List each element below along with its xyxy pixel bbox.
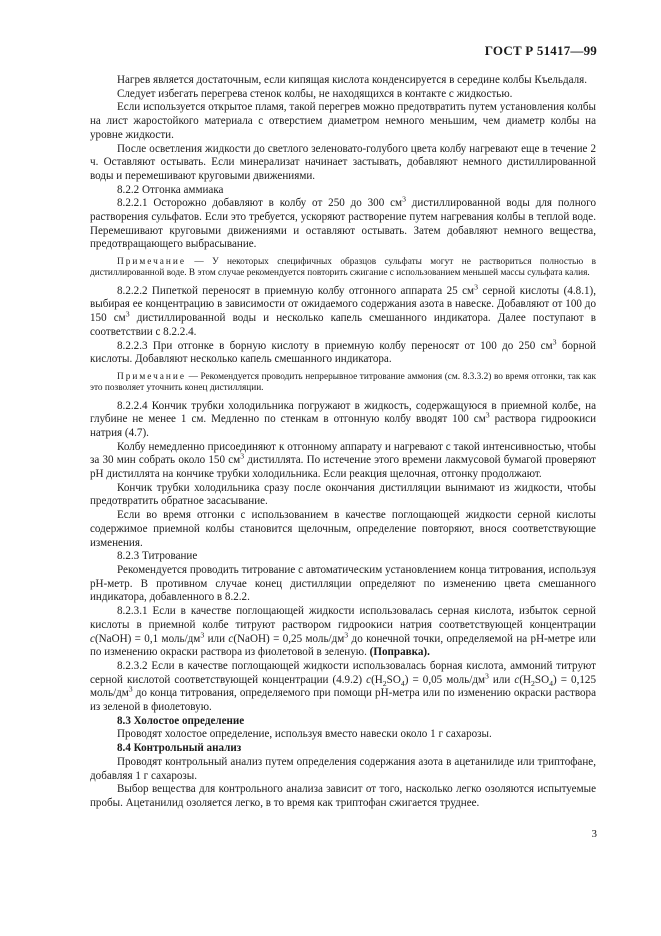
amendment-mark: (Поправка). bbox=[369, 646, 430, 659]
paragraph-8-2-3-2: 8.2.3.2 Если в качестве поглощающей жидкости использовалась борная кислота, аммоний титруют серной кислотой соответствующей концентрации (4.9.2) $c(H_2SO_4) = 0,05$ моль/$дм^3$ или $c(H_2SO_4) = 0,125$ моль/$дм^3$ до конца титрования, определяемого при помощи pH-метра или по изменению окраски раствора из зеленой в фиолетовую. bbox=[90, 659, 596, 714]
standard-header: ГОСТ Р 51417—99 bbox=[484, 43, 597, 58]
paragraph: Проводят контрольный анализ путем определения содержания азота в ацетанилиде или триптофане, добавляя 1 г сахарозы. bbox=[90, 755, 596, 782]
paragraph: Следует избегать перегрева стенок колбы, не находящихся в контакте с жидкостью. bbox=[117, 87, 513, 100]
paragraph: Если во время отгонки с использованием в качестве поглощающей жидкости серной кислоты содержимое приемной колбы становится щелочным, определение повторяют, внося соответствующие изменения. bbox=[90, 509, 596, 549]
note-label: Примечание bbox=[117, 257, 186, 268]
paragraph: Кончик трубки холодильника сразу после окончания дистилляции вынимают из жидкости, чтобы предотвратить обратное засасывание. bbox=[90, 481, 596, 508]
paragraph: Колбу немедленно присоединяют к отгонному аппарату и нагревают с такой интенсивностью, чтобы за 30 мин собрать около 150 $см^3$ дистиллята. По истечение этого времени лакмусовой бумагой проверяют pH дистиллята на кончике трубки холодильника. Если реакция щелочная, отгонку продолжают. bbox=[90, 440, 596, 481]
paragraph: Нагрев является достаточным, если кипящая кислота конденсируется в середине колбы Къельдаля. bbox=[117, 74, 588, 86]
section-heading-8-2-3: 8.2.3 Титрование bbox=[117, 550, 198, 563]
paragraph: Проводят холостое определение, используя вместо навески около 1 г сахарозы. bbox=[117, 728, 492, 741]
section-heading-8-3: 8.3 Холостое определение bbox=[117, 714, 245, 727]
paragraph-8-2-2-4: 8.2.2.4 Кончик трубки холодильника погружают в жидкость, содержащуюся в приемной колбе, на глубине не менее 1 см. Медленно по стенкам в отгонную колбу вводят 100 $см^3$ раствора гидроокиси натрия (4.7). bbox=[90, 399, 597, 439]
section-heading-8-4: 8.4 Контрольный анализ bbox=[117, 742, 242, 755]
paragraph: Рекомендуется проводить титрование с автоматическим установлением конца титрования, используя pH-метр. В противном случае конец дистилляции определяют по изменению цвета смешанного индикатора, добавленного в 8.2.2. bbox=[90, 563, 596, 604]
paragraph-8-2-2-2: 8.2.2.2 Пипеткой переносят в приемную колбу отгонного аппарата 25 $см^3$ серной кислоты (4.8.1), выбирая ее концентрацию в зависимости от ожидаемого содержания азота в навеске. Добавляют от 100 до 150 $см^3$ дистиллированной воды и несколько капель смешанного индикатора. Далее поступают в соответствии с 8.2.2.4. bbox=[90, 282, 597, 338]
paragraph: Выбор вещества для контрольного анализа зависит от того, насколько легко озоляются испытуемые пробы. Ацетанилид озоляется легко, в то время как триптофан сжигается труднее. bbox=[90, 783, 596, 809]
note-2: Примечание — Рекомендуется проводить непрерывное титрование аммония (см. 8.3.3.2) во время отгонки, так как это позволяет уточнить конец дистилляции. bbox=[90, 371, 596, 394]
paragraph-8-2-2-1: 8.2.2.1 Осторожно добавляют в колбу от 250 до 300 $см^3$ дистиллированной воды для полного растворения сульфатов. Если это требуется, ускоряют растворение путем нагревания колбы в теплой воде. Перемешивают круговыми движениями и оставляют остывать. Затем добавляют немного вещества, предотвращающего выбрасывание. bbox=[90, 194, 596, 251]
note-1: Примечание — У некоторых специфичных образцов сульфаты могут не раствориться полностью в дистиллированной воде. В этом случае рекомендуется повторить сжигание с использованием меньшей массы сульфата калия. bbox=[90, 257, 596, 279]
note-label: Примечание bbox=[117, 371, 186, 382]
paragraph-8-2-2-3: 8.2.2.3 При отгонке в борную кислоту в приемную колбу переносят от 100 до 250 $см^3$ борной кислоты. Добавляют несколько капель смешанного индикатора. bbox=[90, 336, 596, 366]
paragraph: После осветления жидкости до светлого зеленовато-голубого цвета колбу нагревают еще в течение 2 ч. Оставляют остывать. Если минерализат начинает застывать, добавляют немного дистиллированной воды и перемешивают круговыми движениями. bbox=[90, 142, 596, 182]
paragraph: Если используется открытое пламя, такой перегрев можно предотвратить путем установления колбы на лист жаростойкого материала с отверстием диаметром немного меньшим, чем диаметр колбы на уровне жидкости. bbox=[90, 101, 596, 141]
page-number: 3 bbox=[591, 828, 597, 840]
paragraph-8-2-3-1: 8.2.3.1 Если в качестве поглощающей жидкости использовалась серная кислота, избыток серной кислоты в приемной колбе титруют раствором гидроокиси натрия соответствующей концентрации c(NaOH) = 0,1 моль/$дм^3$ или c(NaOH) = 0,25 моль/$дм^3$ до конечной точки, определяемой на pH-метре или по изменению окраски раствора из фиолетовой в зеленую. (Поправка). bbox=[90, 605, 596, 659]
page-body bbox=[90, 74, 596, 811]
section-heading-8-2-2: 8.2.2 Отгонка аммиака bbox=[117, 183, 224, 196]
